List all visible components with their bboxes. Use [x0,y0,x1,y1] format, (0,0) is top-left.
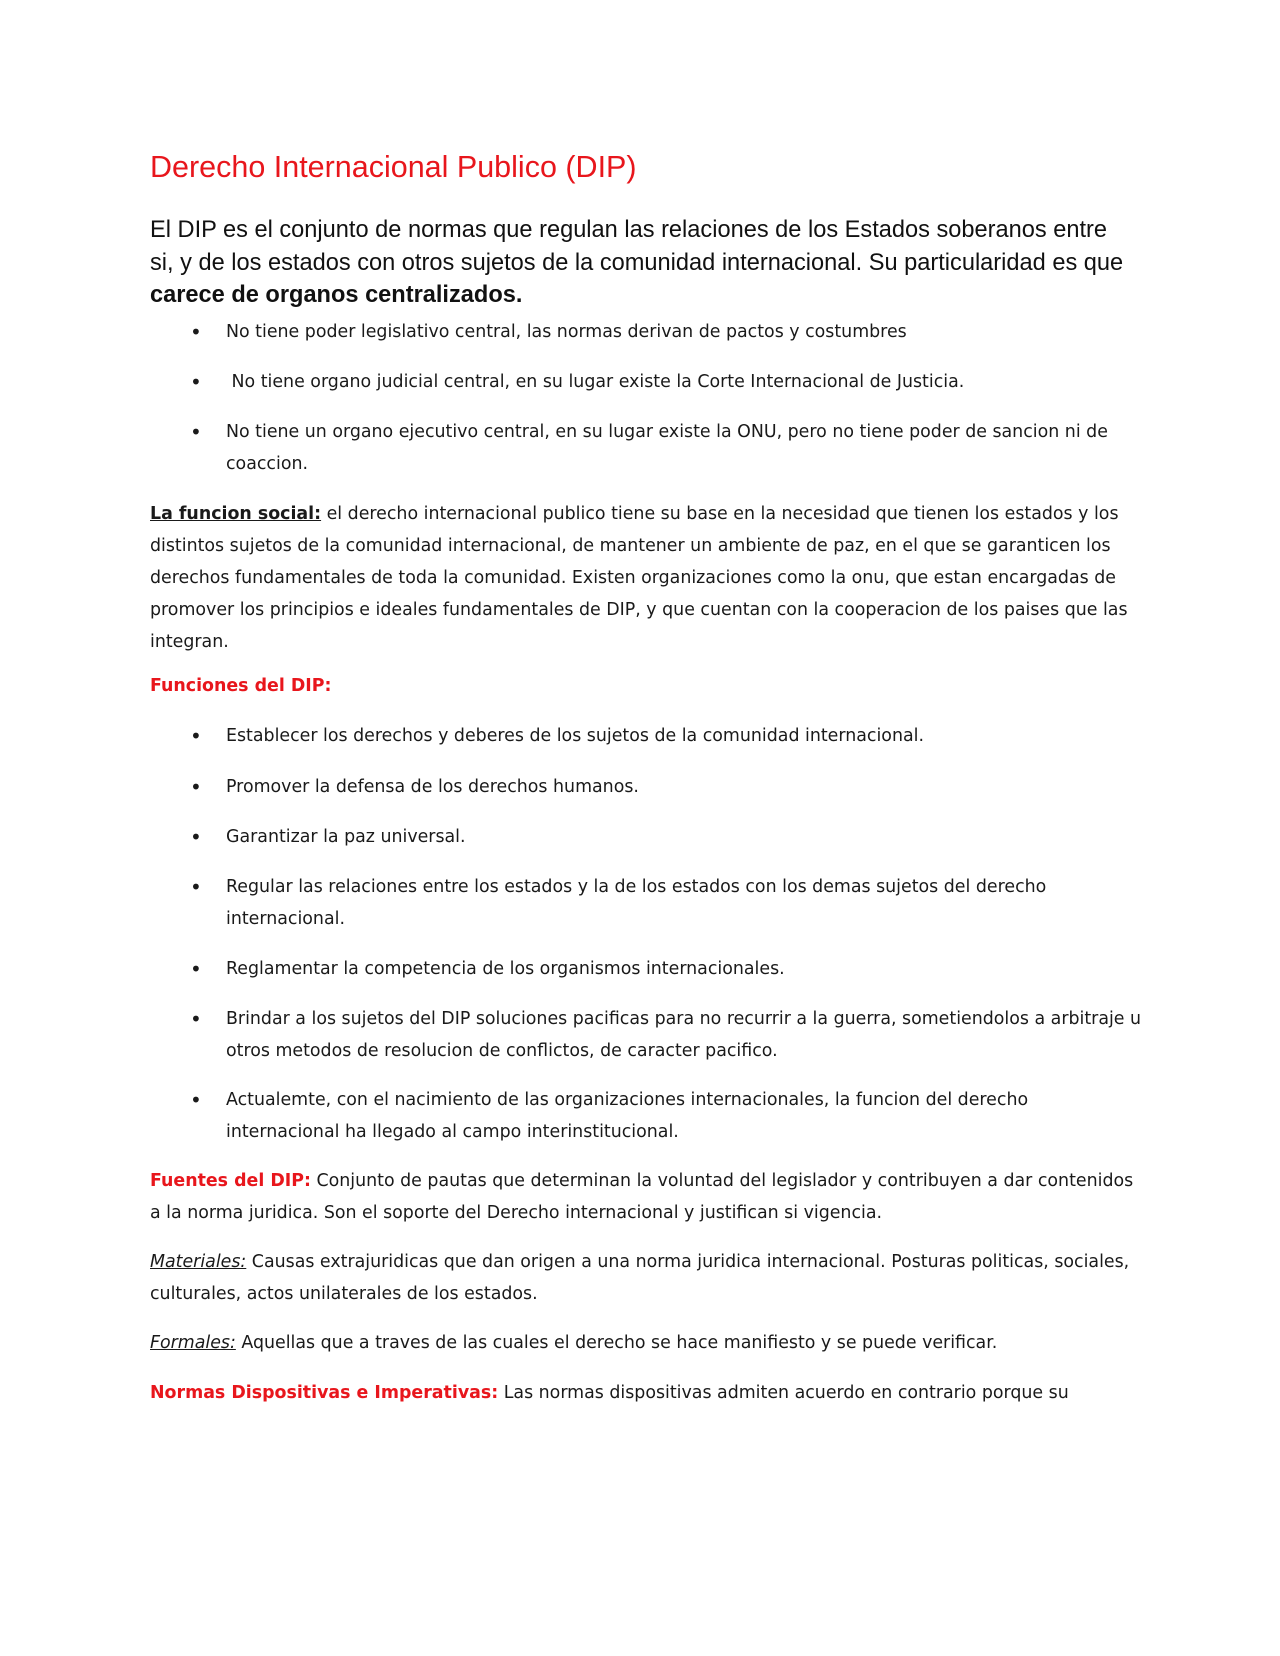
bullet-icon: • [190,875,202,899]
list-item-text: Brindar a los sujetos del DIP soluciones pacificas para no recurrir a la guerra, sometiendolos a arbitraje u otros metodos de resolucion de conflictos, de caracter pacifico. [226,1009,1142,1061]
list-item [190,1003,1146,1067]
list-item-text: Garantizar la paz universal. [226,827,466,847]
fuentes-paragraph [150,1165,1140,1229]
list-item [190,953,1146,985]
bullet-icon: • [190,420,202,444]
list-item-text: Establecer los derechos y deberes de los sujetos de la comunidad internacional. [226,726,924,746]
bullet-icon: • [190,825,202,849]
intro-bold-text: carece de organos centralizados. [150,282,523,308]
list-item-text: Regular las relaciones entre los estados y la de los estados con los demas sujetos del derecho internacional. [226,877,1047,929]
normas-label: Normas Dispositivas e Imperativas: [150,1383,499,1403]
normas-text: Las normas dispositivas admiten acuerdo en contrario porque su [498,1383,1069,1403]
bullet-icon: • [190,1088,202,1112]
list-item-text: No tiene poder legislativo central, las normas derivan de pactos y costumbres [226,322,907,342]
list-item-text: No tiene organo judicial central, en su lugar existe la Corte Internacional de Justicia. [226,372,965,392]
list-item [190,871,1146,935]
materiales-label: Materiales: [150,1252,247,1272]
normas-paragraph [150,1377,1140,1409]
bullet-icon: • [190,775,202,799]
list-item [190,366,1146,398]
formales-label: Formales: [150,1333,236,1353]
formales-paragraph [150,1327,1140,1359]
fuentes-text: Conjunto de pautas que determinan la voluntad del legislador y contribuyen a dar contenidos a la norma juridica. Son el soporte del Derecho internacional y justifican si vigencia. [150,1171,1139,1223]
list-item [190,416,1146,480]
materiales-text: Causas extrajuridicas que dan origen a una norma juridica internacional. Posturas politicas, sociales, culturales, actos unilaterales de los estados. [150,1252,1135,1304]
list-item-text: Reglamentar la competencia de los organismos internacionales. [226,959,785,979]
bullet-icon: • [190,370,202,394]
list-item-text: No tiene un organo ejecutivo central, en su lugar existe la ONU, pero no tiene poder de sancion ni de coaccion. [226,422,1108,474]
funcion-social-paragraph [150,498,1140,658]
bullet-icon: • [190,320,202,344]
list-item [190,821,1146,853]
bullet-icon: • [190,1007,202,1031]
materiales-paragraph [150,1246,1140,1310]
list-item [190,1084,1146,1148]
list-item-text: Actualemte, con el nacimiento de las organizaciones internacionales, la funcion del derecho internacional ha llegado al campo interinstitucional. [226,1090,1029,1142]
list-item [190,316,1146,348]
fuentes-label: Fuentes del DIP: [150,1171,311,1191]
funcion-social-text: el derecho internacional publico tiene su base en la necesidad que tienen los estados y los distintos sujetos de la comunidad internacional, de mantener un ambiente de paz, en el que se garanticen los derechos fundamentales de toda la comunidad. Existen organizaciones como la onu, que estan encargadas de promover los principios e ideales fundamentales de DIP, y que cuentan con la cooperacion de los paises que las integran. [150,504,1134,652]
formales-text: Aquellas que a traves de las cuales el derecho se hace manifiesto y se puede verificar. [235,1333,998,1353]
funciones-heading: Funciones del DIP: [150,676,332,696]
list-item [190,771,1146,803]
funcion-social-label: La funcion social: [150,504,322,524]
list-item [190,720,1146,752]
intro-text: El DIP es el conjunto de normas que regulan las relaciones de los Estados soberanos entre si, y de los estados con otros sujetos de la comunidad internacional. Su particularidad es que [150,217,1124,276]
bullet-icon: • [190,957,202,981]
bullet-icon: • [190,724,202,748]
document-title: Derecho Internacional Publico (DIP) [150,150,637,184]
list-item-text: Promover la defensa de los derechos humanos. [226,777,639,797]
intro-paragraph [150,214,1130,312]
